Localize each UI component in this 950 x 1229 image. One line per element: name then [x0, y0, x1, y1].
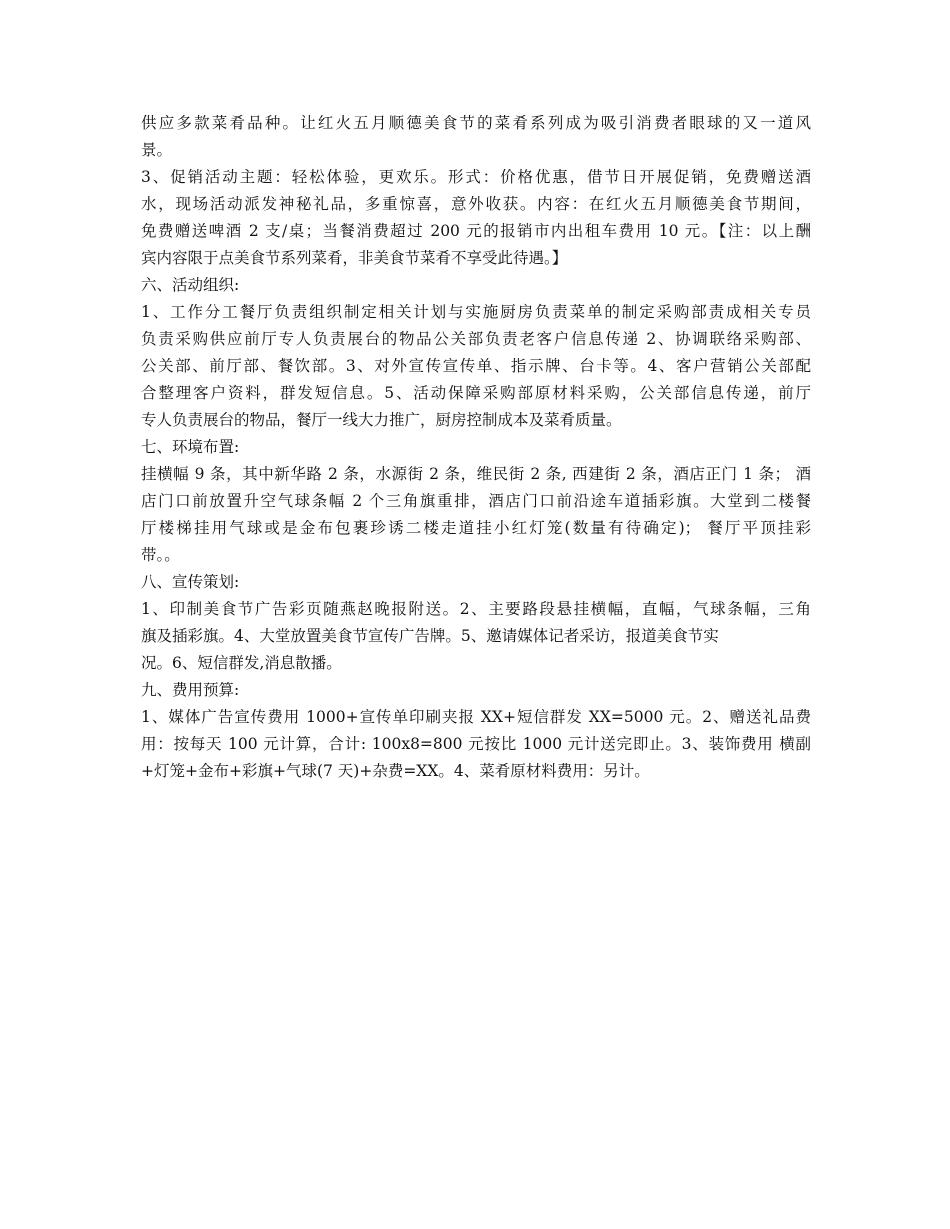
- text-line-17: 带。。: [141, 546, 180, 564]
- text-line-25: +灯笼+金布+彩旗+气球(7 天)+杂费=XX。4、菜肴原材料费用：另计。: [141, 762, 650, 780]
- text-line-21: 况。6、短信群发,消息散播。: [141, 654, 342, 672]
- text-line-15: 店门口前放置升空气球条幅 2 个三角旗重排，酒店门口前沿途车道插彩旗。大堂到二楼餐: [141, 492, 811, 510]
- document-body: [141, 110, 811, 785]
- section-heading-organization: 六、活动组织:: [141, 276, 240, 294]
- text-line-14: 挂横幅 9 条，其中新华路 2 条，水源街 2 条，维民街 2 条, 西建街 2 条，酒店正门 1 条； 酒: [141, 465, 811, 483]
- text-line-2: 景。: [141, 141, 173, 159]
- text-line-6: 宾内容限于点美食节系列菜肴，非美食节菜肴不享受此待遇。】: [141, 249, 568, 267]
- text-line-12: 专人负责展台的物品，餐厅一线大力推广，厨房控制成本及菜肴质量。: [141, 411, 622, 429]
- section-heading-budget: 九、费用预算:: [141, 681, 240, 699]
- text-line-4: 水，现场活动派发神秘礼品，多重惊喜，意外收获。内容：在红火五月顺德美食节期间，: [141, 195, 811, 213]
- text-line-9: 负责采购供应前厅专人负责展台的物品公关部负责老客户信息传递 2、协调联络采购部、: [141, 330, 811, 348]
- text-line-20: 旗及插彩旗。4、大堂放置美食节宣传广告牌。5、邀请媒体记者采访，报道美食节实: [141, 627, 719, 645]
- section-heading-publicity: 八、宣传策划:: [141, 573, 240, 591]
- text-line-8: 1、工作分工餐厅负责组织制定相关计划与实施厨房负责菜单的制定采购部责成相关专员: [141, 303, 811, 321]
- text-line-19: 1、印制美食节广告彩页随燕赵晚报附送。2、主要路段悬挂横幅，直幅，气球条幅，三角: [141, 600, 811, 618]
- text-line-24: 用：按每天 100 元计算，合计: 100x8=800 元按比 1000 元计送完即止。3、装饰费用 横副: [141, 735, 811, 753]
- text-line-16: 厅楼梯挂用气球或是金布包裹珍诱二楼走道挂小红灯笼(数量有待确定)； 餐厅平顶挂彩: [141, 519, 811, 537]
- text-line-1: 供应多款菜肴品种。让红火五月顺德美食节的菜肴系列成为吸引消费者眼球的又一道风: [141, 114, 811, 132]
- text-line-3: 3、促销活动主题：轻松体验，更欢乐。形式：价格优惠，借节日开展促销，免费赠送酒: [141, 168, 811, 186]
- text-line-5: 免费赠送啤酒 2 支/桌；当餐消费超过 200 元的报销市内出租车费用 10 元。【注：以上酬: [141, 222, 811, 240]
- text-line-10: 公关部、前厅部、餐饮部。3、对外宣传宣传单、指示牌、台卡等。4、客户营销公关部配: [141, 357, 811, 375]
- text-line-23: 1、媒体广告宣传费用 1000+宣传单印刷夹报 XX+短信群发 XX=5000 元。2、赠送礼品费: [141, 708, 811, 726]
- text-line-11: 合整理客户资料，群发短信息。5、活动保障采购部原材料采购，公关部信息传递，前厅: [141, 384, 811, 402]
- section-heading-environment: 七、环境布置:: [141, 438, 240, 456]
